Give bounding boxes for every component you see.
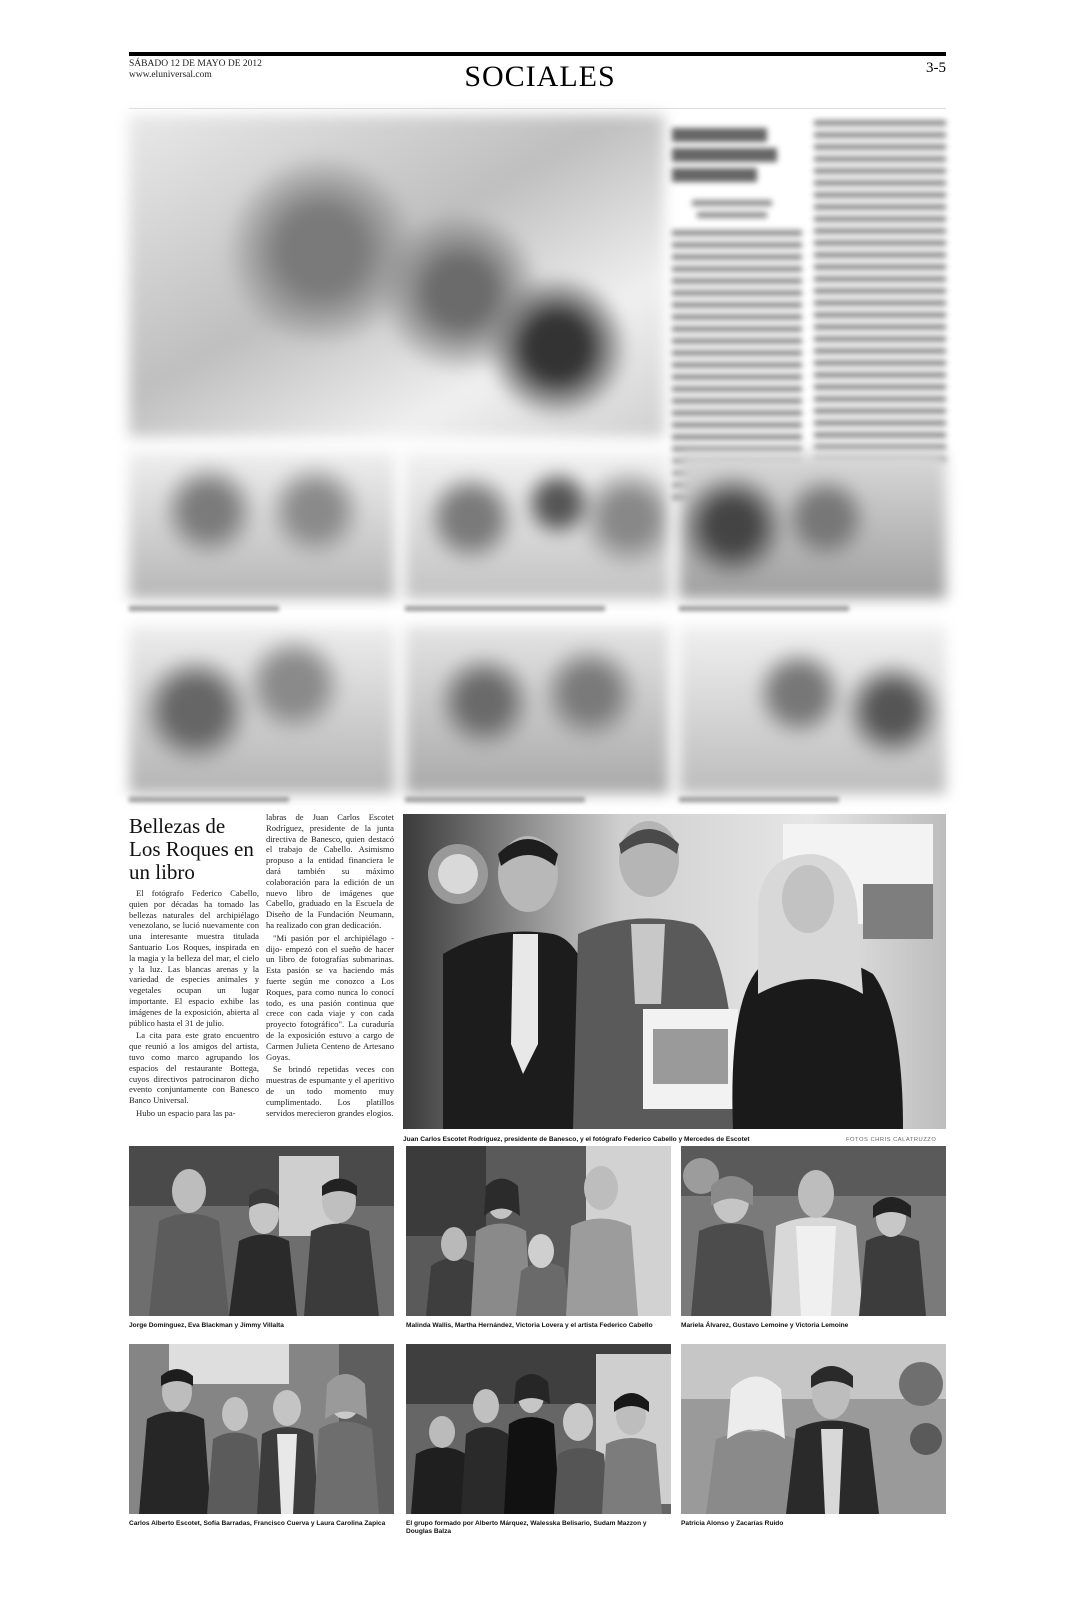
article-headline: Bellezas de Los Roques en un libro	[129, 814, 254, 884]
grid-photo-caption: Patricia Alonso y Zacarías Ruido	[681, 1520, 784, 1527]
blurred-photo	[679, 452, 946, 599]
article-column-1	[129, 888, 259, 1121]
article-paragraph: "Mi pasión por el archipiélago -dijo- empezó con el sueño de hacer un libro de fotografías submarinas. Esta pasión se va haciendo más fuerte según me conozco a Los Roques, para como nunca lo conocí todo, es una pasión continua que crece con cada viaje y con cada proyecto fotográfico". La curaduría de la exposición estuvo a cargo de Carmen Julieta Centeno de Artesano Goyas.	[266, 932, 394, 1062]
article-paragraph: labras de Juan Carlos Escotet Rodríguez, presidente de la junta directiva de Banesco, quien destacó el trabajo de Cabello. Asimismo propuso a la entidad financiera le dará también su máximo colaboración para la edición de un nuevo libro de imágenes que Cabello, graduado en la Escuela de Diseño de la Fundación Neumann, ha realizado con gran dedicación.	[266, 812, 394, 930]
blurred-photo	[405, 452, 669, 599]
grid-photo	[129, 1146, 394, 1316]
article-paragraph: El fotógrafo Federico Cabello, quien por décadas ha tomado las bellezas naturales del archipiélago venezolano, se lució nuevamente con una interesante muestra titulada Santuario Los Roques, inspirada en la magia y la belleza del mar, el cielo y la luz. Las blancas arenas y la variedad de especies animales y vegetales ocupan un lugar importante. El espacio exhibe las imágenes de la exposición, abierta al público hasta el 31 de julio.	[129, 888, 259, 1028]
grid-photo-caption: El grupo formado por Alberto Márquez, Walesska Belisario, Sudam Mazzon y Douglas Balza	[406, 1520, 647, 1535]
article-paragraph: La cita para este grato encuentro que reunió a los amigos del artista, tuvo como marco agrupando los espacios del restaurante Bottega, cuyos directivos patrocinaron dicho evento conjuntamente con Banesco Banco Universal.	[129, 1030, 259, 1106]
article-paragraph: Hubo un espacio para las pa-	[136, 1107, 236, 1118]
header-date: SÁBADO 12 DE MAYO DE 2012	[129, 59, 262, 69]
grid-photo-caption: Carlos Alberto Escotet, Sofía Barradas, Francisco Cuerva y Laura Carolina Zapica	[129, 1520, 386, 1527]
grid-photo	[406, 1146, 671, 1316]
blurred-photo	[129, 626, 395, 794]
header-divider	[129, 108, 946, 109]
header-website: www.eluniversal.com	[129, 70, 212, 80]
grid-photo-caption: Mariela Álvarez, Gustavo Lemoine y Victoria Lemoine	[681, 1322, 849, 1329]
article-column-2	[266, 812, 394, 1120]
grid-photo	[681, 1344, 946, 1514]
main-photo	[403, 814, 946, 1129]
blurred-article-column	[814, 120, 946, 480]
blurred-caption	[679, 606, 849, 611]
article-paragraph: Se brindó repetidas veces con muestras de espumante y el aperitivo de un todo momento muy cumplimentado. Los platillos servidos merecieron grandes elogios.	[266, 1064, 394, 1118]
photo-credit: FOTOS CHRIS CALATRUZZO	[846, 1137, 937, 1143]
page-number: 3-5	[926, 60, 946, 76]
blurred-article-column	[672, 120, 802, 506]
header-rule	[129, 52, 946, 56]
grid-photo	[681, 1146, 946, 1316]
grid-photo-caption: Jorge Domínguez, Eva Blackman y Jimmy Villalta	[129, 1322, 284, 1329]
blurred-lead-photo	[129, 115, 664, 437]
main-photo-caption: Juan Carlos Escotet Rodríguez, presidente de Banesco, y el fotógrafo Federico Cabello y Mercedes de Escotet	[403, 1136, 750, 1143]
blurred-caption	[405, 797, 585, 802]
blurred-caption	[129, 606, 279, 611]
blurred-photo	[679, 626, 946, 794]
blurred-caption	[679, 797, 839, 802]
grid-photo	[129, 1344, 394, 1514]
grid-photo	[406, 1344, 671, 1514]
blurred-photo	[129, 452, 395, 599]
section-title: SOCIALES	[464, 60, 616, 93]
blurred-photo	[405, 626, 669, 794]
blurred-caption	[405, 606, 605, 611]
blurred-caption	[129, 797, 289, 802]
grid-photo-caption: Malinda Wallis, Martha Hernández, Victoria Lovera y el artista Federico Cabello	[406, 1322, 653, 1329]
